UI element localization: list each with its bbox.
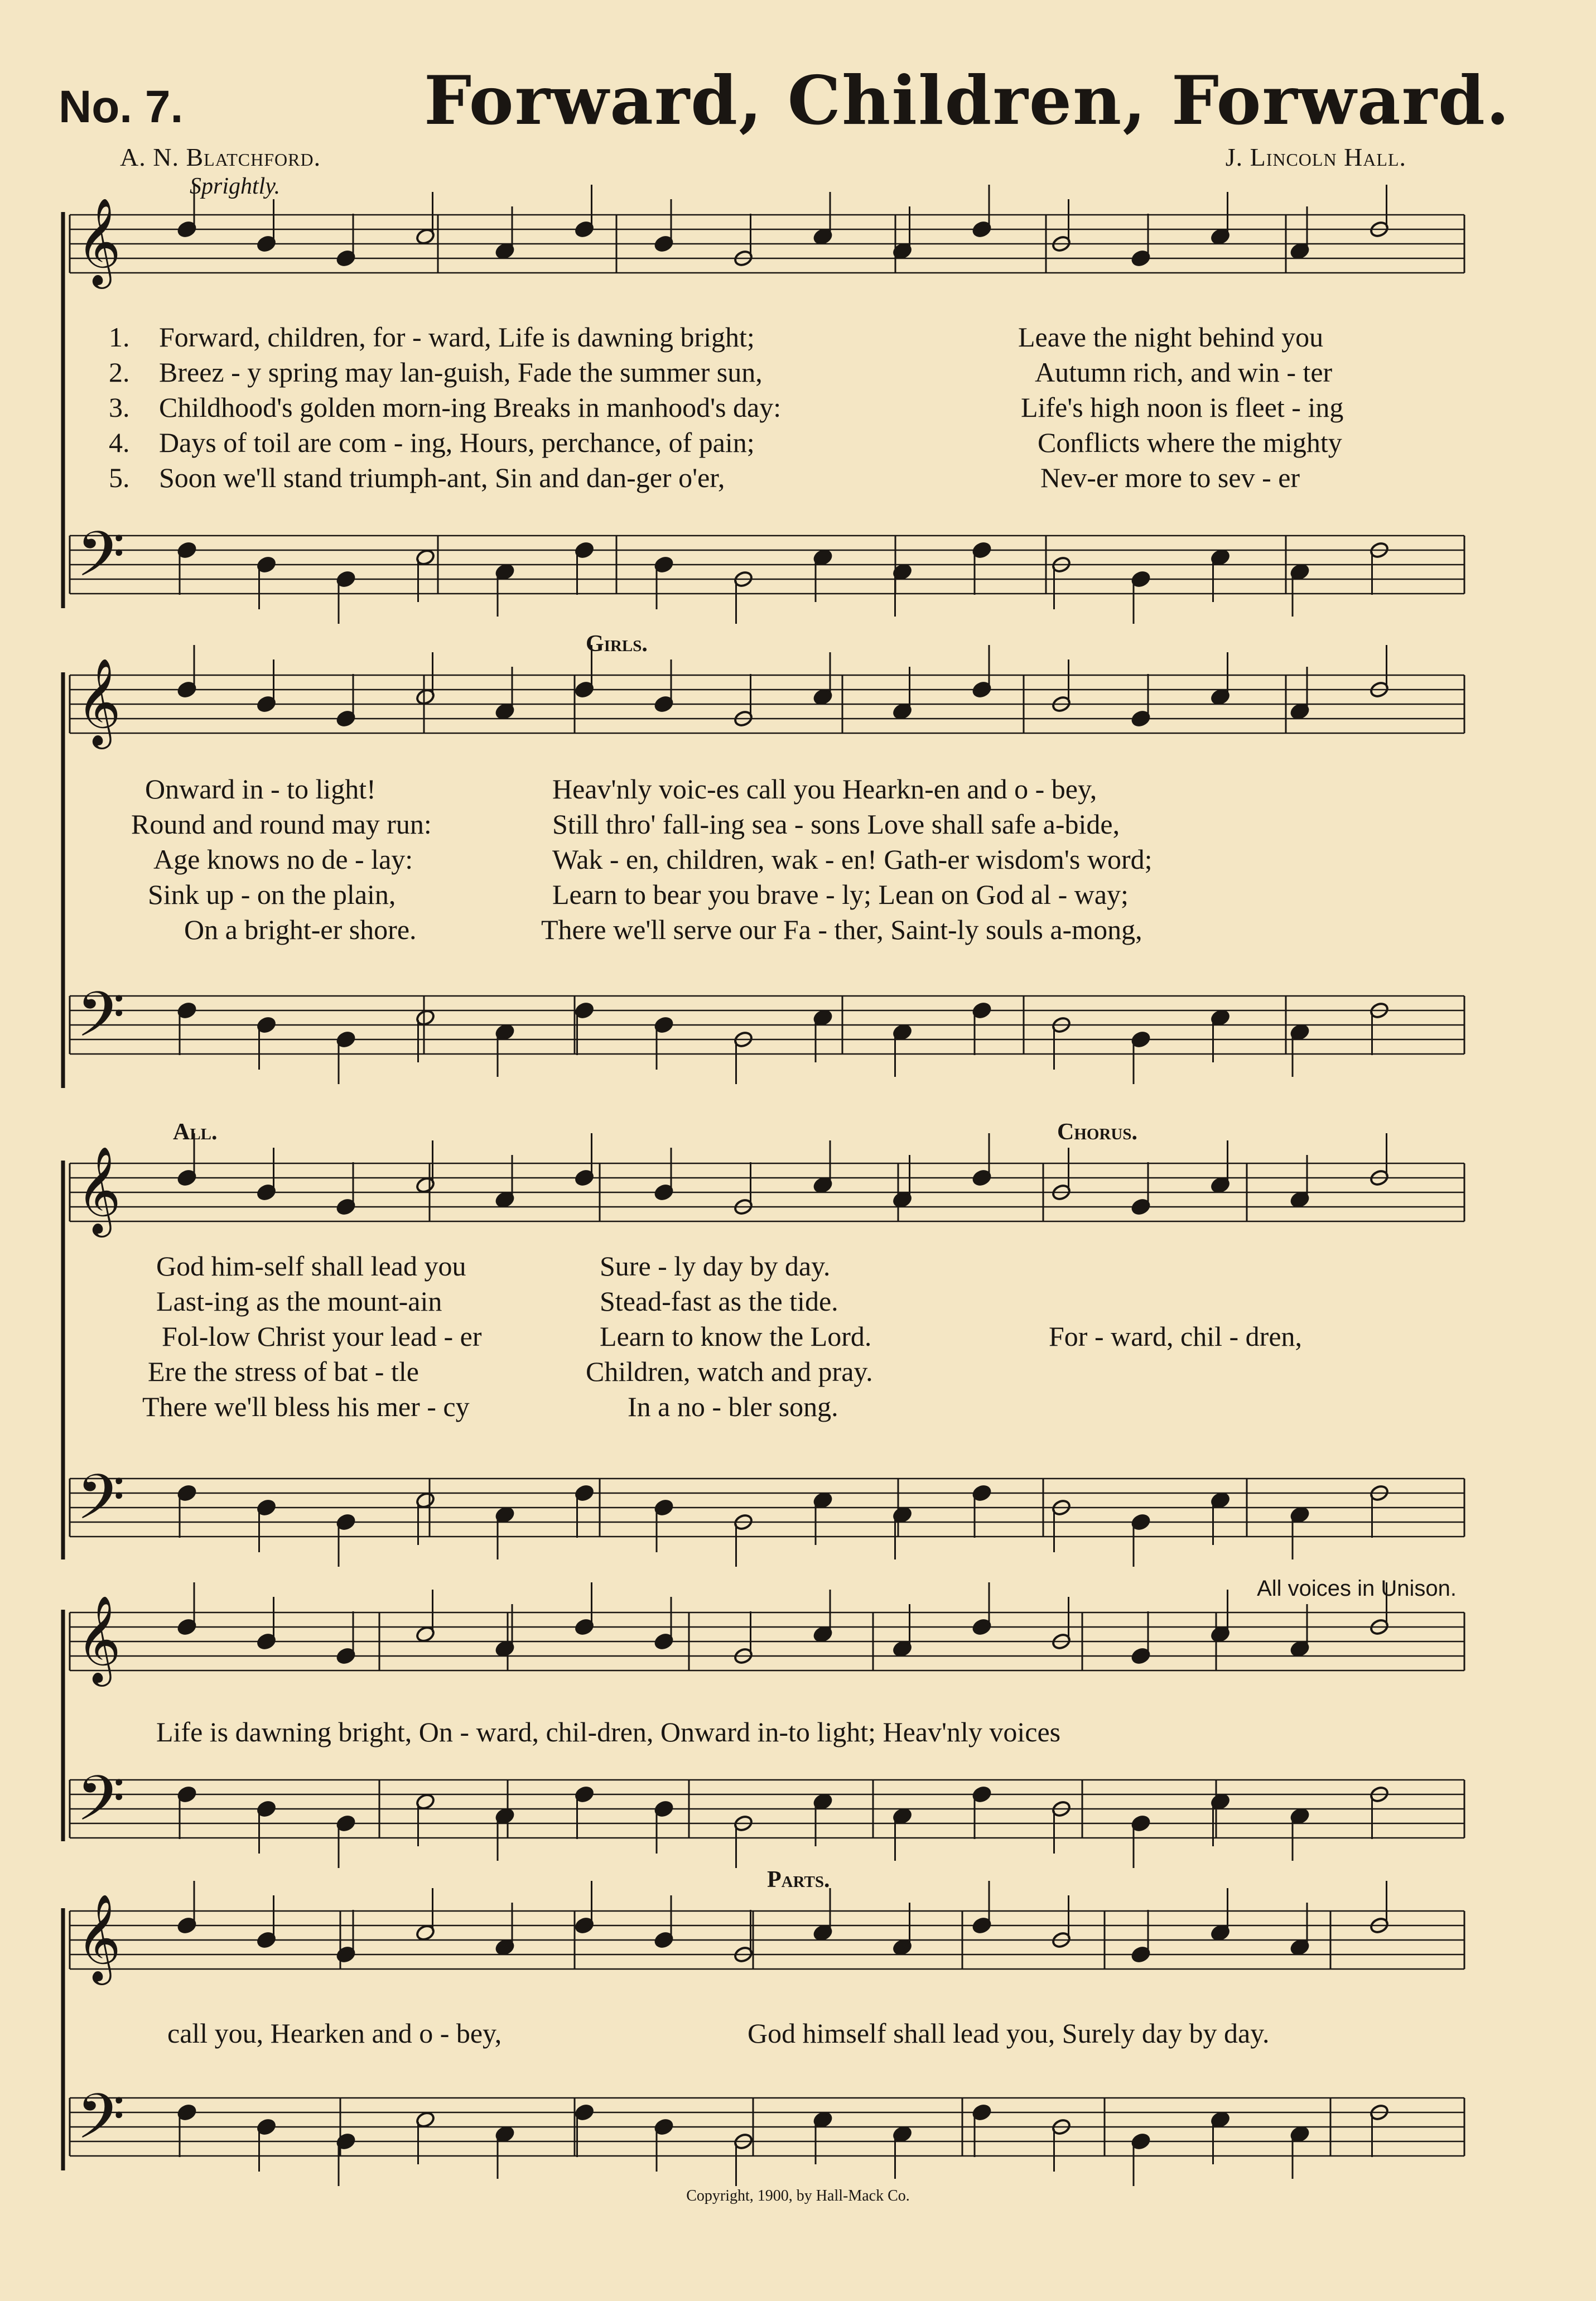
verse-4-line-1 bbox=[109, 426, 755, 459]
s3-verse-1-a: God him-self shall lead you bbox=[156, 1250, 466, 1282]
s3-verse-5-b: In a no - bler song. bbox=[628, 1391, 838, 1422]
chorus-label: Chorus. bbox=[1057, 1119, 1137, 1145]
verse-text: Childhood's golden morn-ing Breaks in manhood's day: bbox=[159, 392, 782, 423]
chorus-lyric: For - ward, chil - dren, bbox=[1049, 1321, 1303, 1352]
verse-text: Breez - y spring may lan-guish, Fade the summer sun, bbox=[159, 357, 763, 388]
s2-verse-4-b: Learn to bear you brave - ly; Lean on God al - way; bbox=[552, 879, 1129, 910]
bass-staff-3-clef: 𝄢 bbox=[76, 1461, 125, 1549]
s2-verse-5-a: On a bright-er shore. bbox=[184, 914, 417, 945]
tempo-marking: Sprightly. bbox=[190, 174, 281, 199]
verse-2-line-1b: Autumn rich, and win - ter bbox=[1035, 357, 1333, 388]
copyright-notice: Copyright, 1900, by Hall-Mack Co. bbox=[686, 2187, 910, 2204]
treble-staff-1-clef: 𝄞 bbox=[76, 197, 121, 285]
parts-label: Parts. bbox=[767, 1867, 830, 1893]
verse-1-line-1b: Leave the night behind you bbox=[1018, 321, 1324, 353]
s3-verse-3-a: Fol-low Christ your lead - er bbox=[162, 1321, 482, 1352]
verse-text: Soon we'll stand triumph-ant, Sin and dan-ger o'er, bbox=[159, 462, 725, 493]
lyricist-credit: A. N. Blatchford. bbox=[120, 143, 321, 171]
s5-lyric-a: call you, Hearken and o - bey, bbox=[167, 2018, 502, 2049]
s3-verse-4-a: Ere the stress of bat - tle bbox=[148, 1356, 419, 1387]
s5-lyric-b: God himself shall lead you, Surely day by day. bbox=[748, 2018, 1270, 2049]
s2-verse-5-b: There we'll serve our Fa - ther, Saint-ly souls a-mong, bbox=[541, 914, 1142, 945]
s3-verse-2-b: Stead-fast as the tide. bbox=[600, 1286, 838, 1317]
verse-number: 2. bbox=[109, 357, 130, 388]
verse-text: Forward, children, for - ward, Life is dawning bright; bbox=[159, 321, 755, 353]
verse-4-line-1b: Conflicts where the mighty bbox=[1038, 427, 1342, 458]
bass-staff-2-clef: 𝄢 bbox=[76, 978, 125, 1066]
all-label: All. bbox=[173, 1119, 218, 1145]
verse-2-line-1 bbox=[109, 356, 763, 388]
bass-staff-4-clef: 𝄢 bbox=[76, 1762, 125, 1850]
s3-verse-5-a: There we'll bless his mer - cy bbox=[142, 1391, 470, 1422]
s2-verse-2-b: Still thro' fall-ing sea - sons Love shall safe a-bide, bbox=[552, 808, 1120, 840]
s2-verse-1-a: Onward in - to light! bbox=[145, 773, 376, 805]
hymn-title: Forward, Children, Forward. bbox=[424, 61, 1511, 140]
verse-3-line-1 bbox=[109, 391, 781, 423]
unison-marking: All voices in Unison. bbox=[1257, 1576, 1457, 1601]
verse-text: Days of toil are com - ing, Hours, perchance, of pain; bbox=[159, 427, 755, 458]
s2-verse-1-b: Heav'nly voic-es call you Hearkn-en and o - bey, bbox=[552, 773, 1097, 805]
s2-verse-3-b: Wak - en, children, wak - en! Gath-er wisdom's word; bbox=[552, 844, 1153, 875]
treble-staff-3-clef: 𝄞 bbox=[76, 1145, 121, 1234]
verse-5-line-1b: Nev-er more to sev - er bbox=[1040, 462, 1300, 493]
verse-3-line-1b: Life's high noon is fleet - ing bbox=[1021, 392, 1344, 423]
s2-verse-2-a: Round and round may run: bbox=[131, 808, 432, 840]
s4-lyric: Life is dawning bright, On - ward, chil-dren, Onward in-to light; Heav'nly voices bbox=[156, 1716, 1061, 1748]
treble-staff-2-clef: 𝄞 bbox=[76, 657, 121, 745]
s2-verse-4-a: Sink up - on the plain, bbox=[148, 879, 396, 910]
s3-verse-2-a: Last-ing as the mount-ain bbox=[156, 1286, 442, 1317]
s3-verse-1-b: Sure - ly day by day. bbox=[600, 1250, 831, 1282]
bass-staff-1-clef: 𝄢 bbox=[76, 518, 125, 606]
bass-staff-5-clef: 𝄢 bbox=[76, 2080, 125, 2168]
verse-number: 5. bbox=[109, 462, 130, 493]
s2-verse-3-a: Age knows no de - lay: bbox=[153, 844, 413, 875]
girls-label: Girls. bbox=[586, 631, 648, 657]
verse-5-line-1 bbox=[109, 461, 725, 494]
composer-credit: J. Lincoln Hall. bbox=[1225, 143, 1406, 171]
treble-staff-4-clef: 𝄞 bbox=[76, 1595, 121, 1683]
verse-1-line-1 bbox=[109, 321, 755, 353]
verse-number: 1. bbox=[109, 321, 130, 353]
treble-staff-5-clef: 𝄞 bbox=[76, 1893, 121, 1981]
verse-number: 3. bbox=[109, 392, 130, 423]
s3-verse-4-b: Children, watch and pray. bbox=[586, 1356, 873, 1387]
verse-number: 4. bbox=[109, 427, 130, 458]
hymn-number: No. 7. bbox=[59, 81, 184, 132]
s3-verse-3-b: Learn to know the Lord. bbox=[600, 1321, 872, 1352]
